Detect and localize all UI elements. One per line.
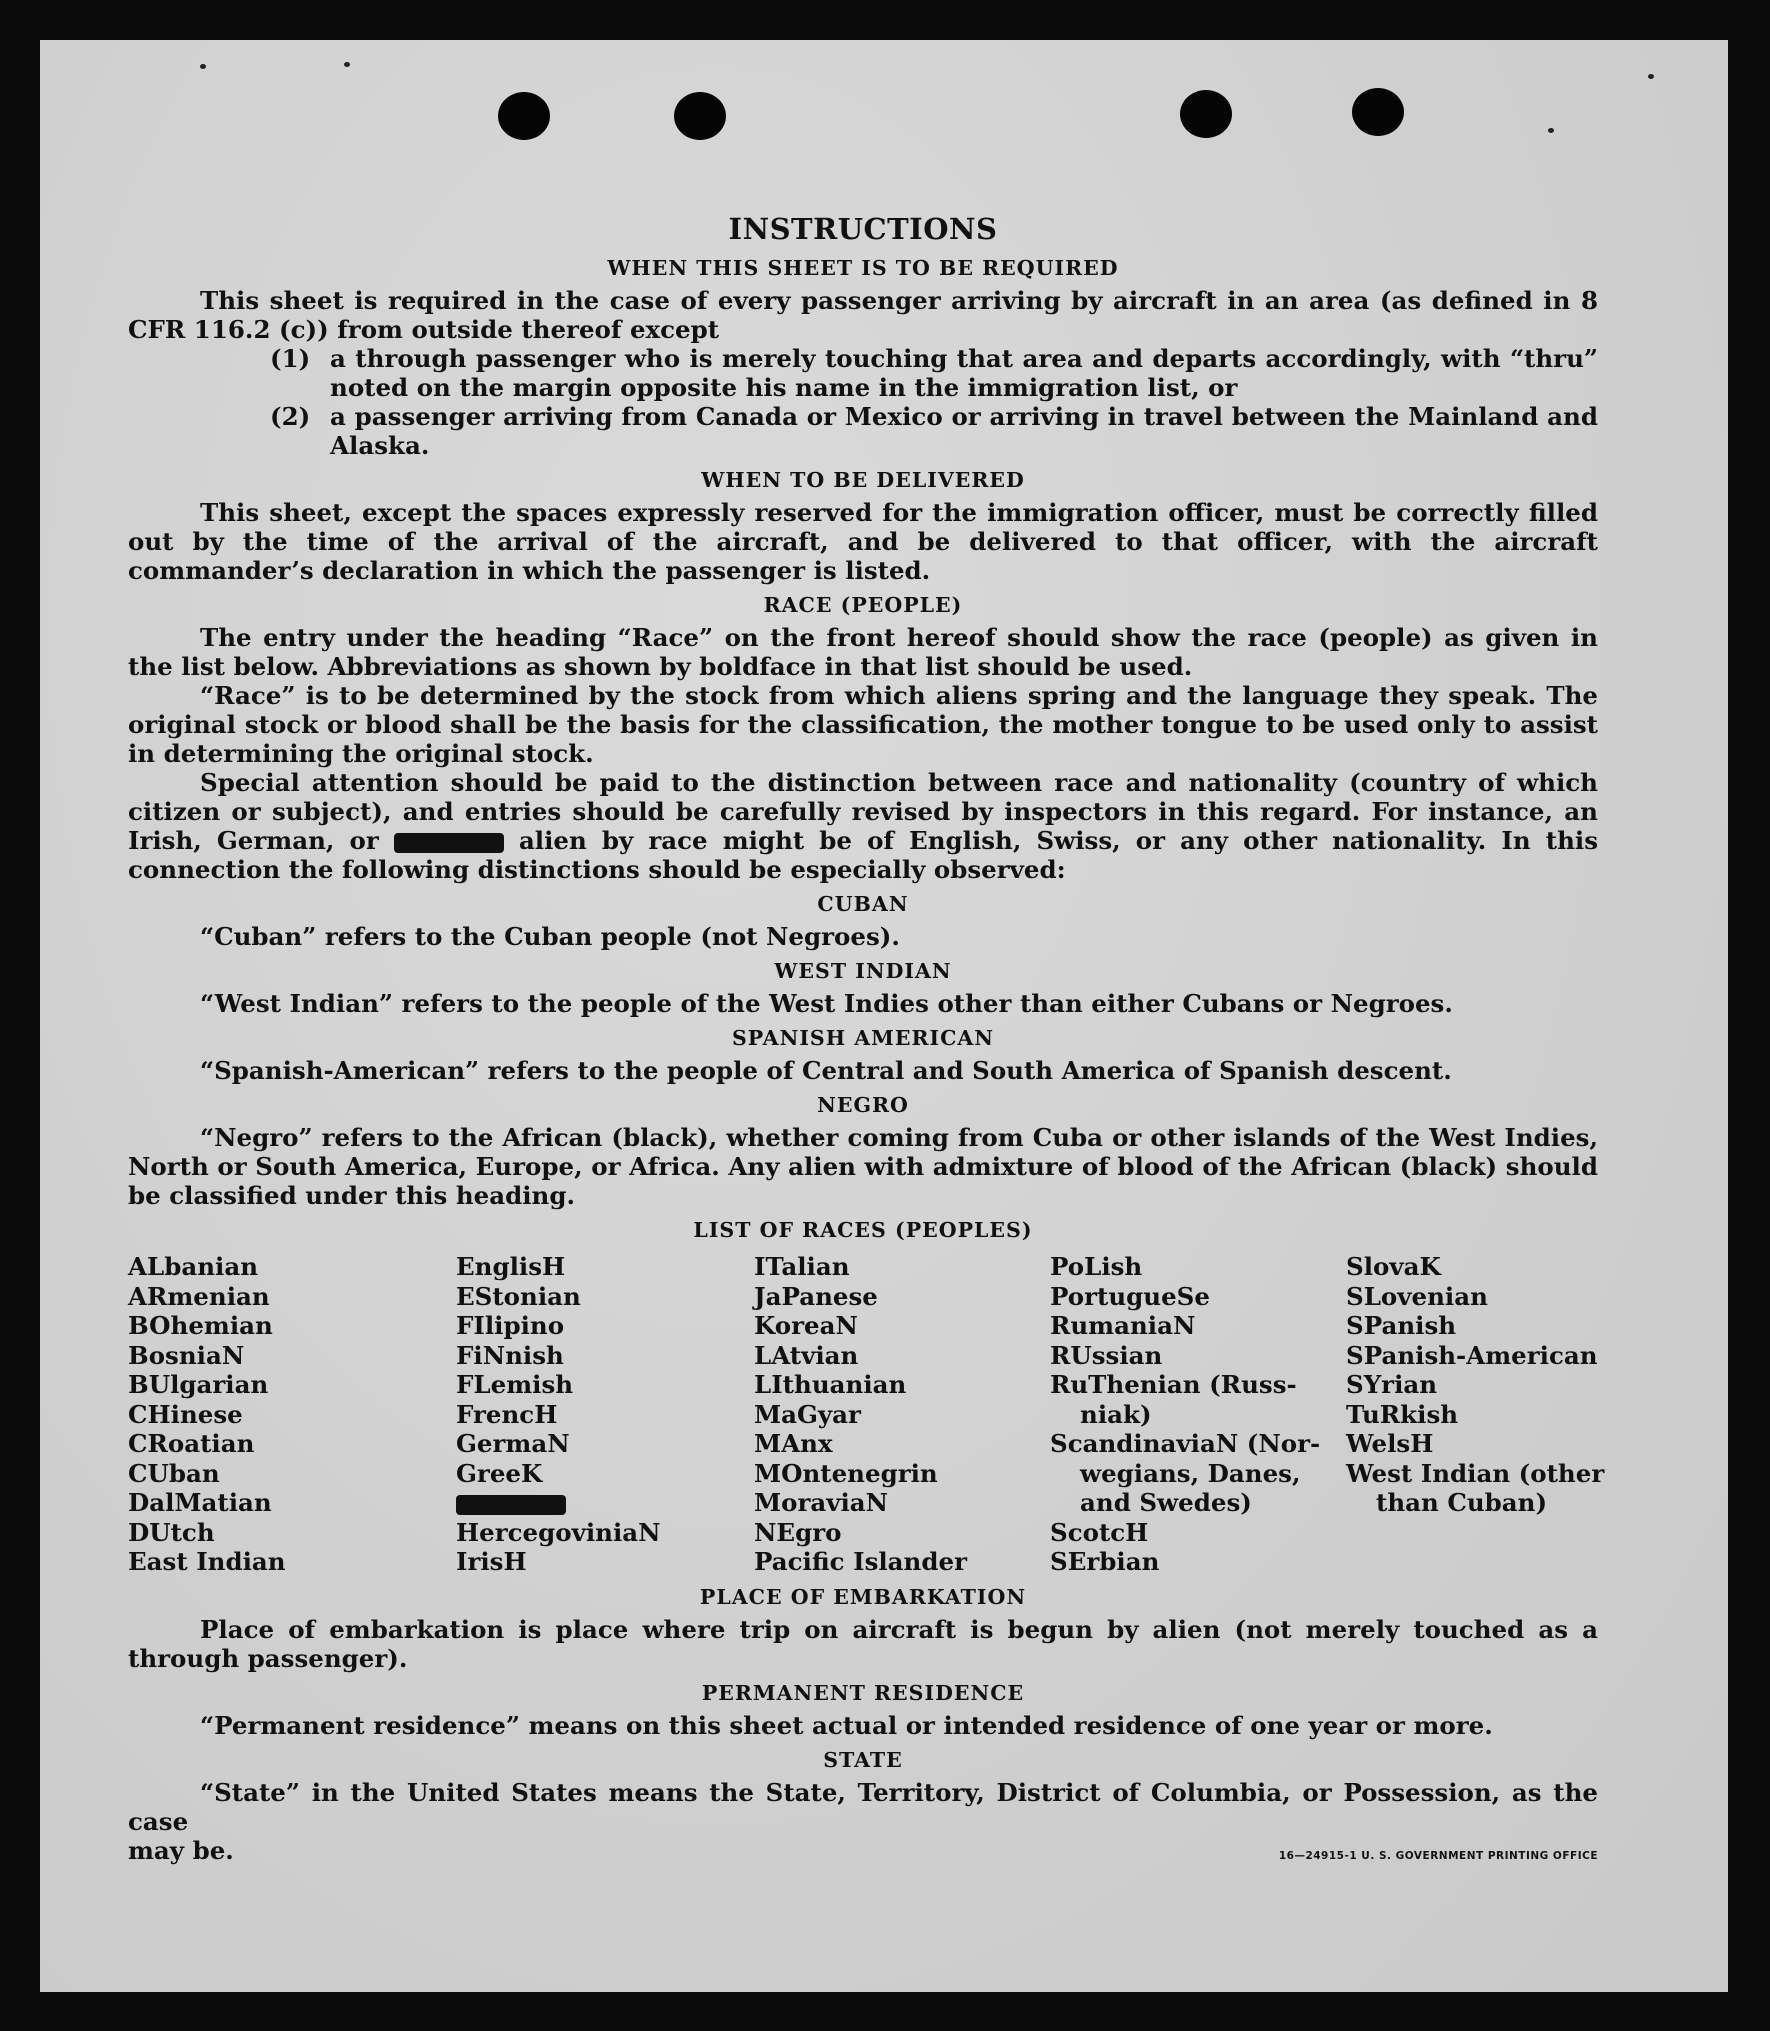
item-text: a through passenger who is merely touching that area and departs accordingly, with “thru” noted on the margin opposite his name in the immigration list, or (330, 344, 1598, 402)
race-entry: DalMatian (128, 1488, 272, 1517)
section-heading: WHEN THIS SHEET IS TO BE REQUIRED (607, 256, 1119, 280)
paragraph: “Cuban” refers to the Cuban people (not Negroes). (200, 922, 900, 951)
redaction-mark (456, 1495, 566, 1515)
race-entry: West Indian (other (1346, 1458, 1605, 1488)
race-entry: LIthuanian (754, 1370, 907, 1399)
race-entry: BosniaN (128, 1340, 245, 1370)
paragraph: “Permanent residence” means on this sheet actual or intended residence of one year or more. (200, 1710, 1493, 1740)
speck (1548, 128, 1554, 133)
race-entry: SPanish (1346, 1311, 1457, 1340)
race-entry (1346, 1518, 1598, 1548)
document-sheet (40, 40, 1728, 1992)
section-heading: PLACE OF EMBARKATION (699, 1584, 1027, 1609)
race-entry: niak) (1080, 1399, 1152, 1429)
race-entry: IrisH (456, 1547, 527, 1576)
race-entry: BOhemian (128, 1311, 273, 1340)
paragraph: “Spanish-American” refers to the people of Central and South America of Spanish descent. (200, 1056, 1452, 1085)
paragraph-end: may be. (128, 1835, 234, 1865)
race-entry: and Swedes) (1080, 1488, 1252, 1517)
race-entry: JaPanese (754, 1281, 878, 1311)
race-entry: than Cuban) (1376, 1488, 1548, 1517)
race-entry: MAnx (754, 1429, 833, 1458)
race-entry: BUlgarian (128, 1370, 269, 1399)
race-entry: MOntenegrin (754, 1458, 938, 1488)
section-heading: RACE (PEOPLE) (763, 593, 963, 617)
race-entry: ScandinaviaN (Nor- (1050, 1429, 1321, 1458)
race-entry: SPanish-American (1346, 1340, 1598, 1370)
punch-hole (674, 92, 726, 140)
paragraph: This sheet, except the spaces expressly reserved for the immigration officer, must be correctly filled out by the time of the arrival of the aircraft, and be delivered to that officer, with the aircraft commander’s declaration in which the passenger is listed. (128, 498, 1598, 585)
race-entry: ITalian (754, 1252, 850, 1281)
item-number: (1) (270, 344, 311, 373)
race-entry: ScotcH (1050, 1517, 1149, 1547)
race-entry: RUssian (1050, 1340, 1163, 1370)
race-list (128, 1252, 1605, 1577)
race-entry: CHinese (128, 1399, 243, 1429)
race-entry: RuThenian (Russ- (1050, 1370, 1297, 1399)
page-title: INSTRUCTIONS (728, 212, 998, 246)
race-entry: SlovaK (1346, 1252, 1441, 1281)
race-entry: MoraviaN (754, 1488, 889, 1517)
printing-office-note: 16—24915-1 U. S. GOVERNMENT PRINTING OFFICE (1278, 1849, 1598, 1862)
race-entry: PortugueSe (1050, 1281, 1210, 1311)
race-entry: TuRkish (1346, 1399, 1459, 1429)
race-entry: KoreaN (754, 1311, 858, 1340)
redaction-mark (394, 833, 504, 853)
paragraph: “Negro” refers to the African (black), whether coming from Cuba or other islands of the West Indies, North or South America, Europe, or Africa. Any alien with admixture of blood of the African (black) should be classified under this heading. (128, 1123, 1598, 1210)
punch-hole (1352, 88, 1404, 136)
item-number: (2) (270, 402, 311, 431)
paragraph-part: Special attention should be paid to the distinction between race and nationality (country of which citizen or subject), and entries should be carefully revised by inspectors in this regard. For instance, an Irish, German, or (128, 768, 1598, 855)
race-entry: GermaN (456, 1429, 570, 1458)
race-entry: HercegoviniaN (456, 1517, 661, 1547)
paragraph (128, 768, 1598, 884)
section-heading: STATE (823, 1747, 903, 1772)
race-entry: SErbian (1050, 1547, 1160, 1576)
race-entry: LAtvian (754, 1340, 859, 1370)
race-entry: EnglisH (456, 1252, 566, 1281)
item-text: a passenger arriving from Canada or Mexico or arriving in travel between the Mainland and Alaska. (330, 402, 1598, 460)
paragraph: “State” in the United States means the State, Territory, District of Columbia, or Possession, as the case (128, 1777, 1598, 1836)
race-entry: WelsH (1346, 1429, 1434, 1458)
race-entry: ALbanian (128, 1252, 259, 1281)
race-entry: CUban (128, 1458, 220, 1488)
race-entry: FIlipino (456, 1311, 565, 1340)
paragraph: “Race” is to be determined by the stock from which aliens spring and the language they speak. The original stock or blood shall be the basis for the classification, the mother tongue to be used only to assist in determining the original stock. (128, 681, 1598, 768)
section-heading: CUBAN (817, 892, 909, 916)
race-entry: EStonian (456, 1281, 581, 1311)
section-heading: LIST OF RACES (PEOPLES) (693, 1218, 1033, 1242)
race-entry: ARmenian (128, 1281, 270, 1311)
race-entry: FrencH (456, 1399, 558, 1429)
section-heading: WEST INDIAN (774, 959, 952, 983)
footer-line (128, 1836, 1598, 1871)
speck (200, 64, 206, 69)
race-entry: SYrian (1346, 1370, 1438, 1399)
race-entry: wegians, Danes, (1080, 1458, 1301, 1488)
race-entry: FiNnish (456, 1340, 564, 1370)
paragraph-part: alien by race might be of English, Swiss, or any other nationality. In this connection the following distinctions should be especially observed: (128, 826, 1598, 884)
race-entry: RumaniaN (1050, 1311, 1196, 1340)
race-entry: NEgro (754, 1517, 842, 1547)
race-entry: DUtch (128, 1517, 215, 1547)
race-entry: PoLish (1050, 1252, 1143, 1281)
speck (1648, 74, 1654, 79)
race-entry: MaGyar (754, 1399, 861, 1429)
paragraph: This sheet is required in the case of every passenger arriving by aircraft in an area (as defined in 8 CFR 116.2 (c)) from outside thereof except (128, 286, 1598, 344)
section-heading: SPANISH AMERICAN (731, 1026, 995, 1050)
race-entry: GreeK (456, 1458, 543, 1488)
speck (344, 62, 350, 67)
punch-hole (498, 92, 550, 140)
race-entry: SLovenian (1346, 1281, 1488, 1311)
race-entry: FLemish (456, 1370, 574, 1399)
section-heading: PERMANENT RESIDENCE (701, 1680, 1025, 1705)
instructions-content (128, 210, 1605, 1871)
race-entry: Pacific Islander (754, 1547, 967, 1576)
paragraph: “West Indian” refers to the people of the West Indies other than either Cubans or Negroes. (200, 989, 1453, 1018)
paragraph: The entry under the heading “Race” on the front hereof should show the race (people) as given in the list below. Abbreviations as shown by boldface in that list should be used. (128, 623, 1598, 681)
list-item (270, 402, 1598, 460)
list-item (270, 344, 1598, 402)
paragraph: Place of embarkation is place where trip on aircraft is begun by alien (not merely touched as a through passenger). (128, 1614, 1598, 1673)
punch-hole (1180, 90, 1232, 138)
race-entry (456, 1488, 754, 1518)
section-heading: NEGRO (817, 1093, 909, 1117)
race-entry (1346, 1547, 1598, 1577)
section-heading: WHEN TO BE DELIVERED (701, 468, 1025, 492)
race-entry: East Indian (128, 1547, 286, 1576)
race-entry: CRoatian (128, 1429, 255, 1458)
